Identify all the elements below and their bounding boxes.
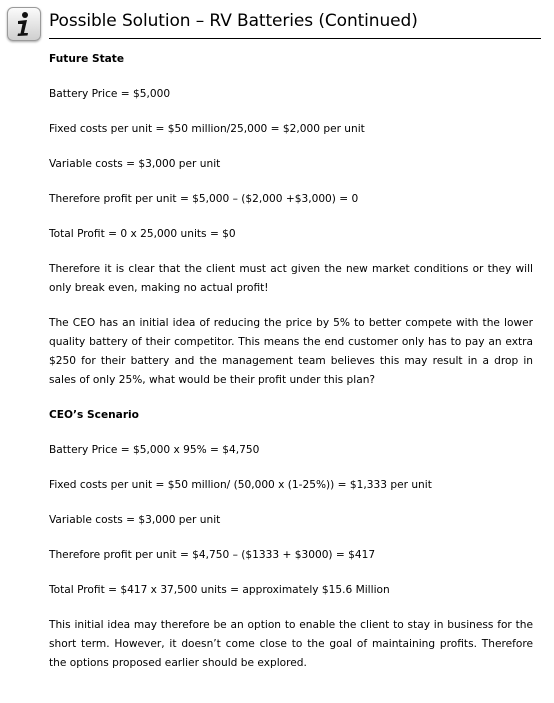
ceo-fixed-costs: Fixed costs per unit = $50 million/ (50,000 x (1-25%)) = $1,333 per unit [49, 479, 432, 491]
slide-header [0, 0, 554, 46]
ceo-scenario-heading: CEO’s Scenario [49, 409, 139, 421]
future-battery-price: Battery Price = $5,000 [49, 88, 171, 100]
ceo-battery-price: Battery Price = $5,000 x 95% = $4,750 [49, 444, 260, 456]
slide-body [49, 50, 533, 673]
ceo-idea-paragraph: The CEO has an initial idea of reducing the price by 5% to better compete with the lower quality battery of their competitor. This means the end customer only has to pay an extra $250 for their battery and the management team believes this may result in a drop in sales of only 25%, what would be their profit under this plan? [49, 317, 533, 386]
ceo-conclusion: This initial idea may therefore be an option to enable the client to stay in business for the short term. However, it doesn’t come close to the goal of maintaining profits. Therefore the options proposed earlier should be explored. [49, 619, 533, 669]
future-total-profit: Total Profit = 0 x 25,000 units = $0 [49, 228, 236, 240]
ceo-total-profit: Total Profit = $417 x 37,500 units = approximately $15.6 Million [49, 584, 390, 596]
title-underline [49, 38, 541, 39]
future-conclusion: Therefore it is clear that the client must act given the new market conditions or they will only break even, making no actual profit! [49, 263, 533, 294]
info-icon [7, 7, 41, 41]
future-state-heading: Future State [49, 53, 125, 65]
ceo-variable-costs: Variable costs = $3,000 per unit [49, 514, 221, 526]
future-variable-costs: Variable costs = $3,000 per unit [49, 158, 221, 170]
future-fixed-costs: Fixed costs per unit = $50 million/25,000 = $2,000 per unit [49, 123, 365, 135]
future-profit-per-unit: Therefore profit per unit = $5,000 – ($2,000 +$3,000) = 0 [49, 193, 359, 205]
page-title: Possible Solution – RV Batteries (Continued) [49, 11, 418, 31]
ceo-profit-per-unit: Therefore profit per unit = $4,750 – ($1333 + $3000) = $417 [49, 549, 376, 561]
